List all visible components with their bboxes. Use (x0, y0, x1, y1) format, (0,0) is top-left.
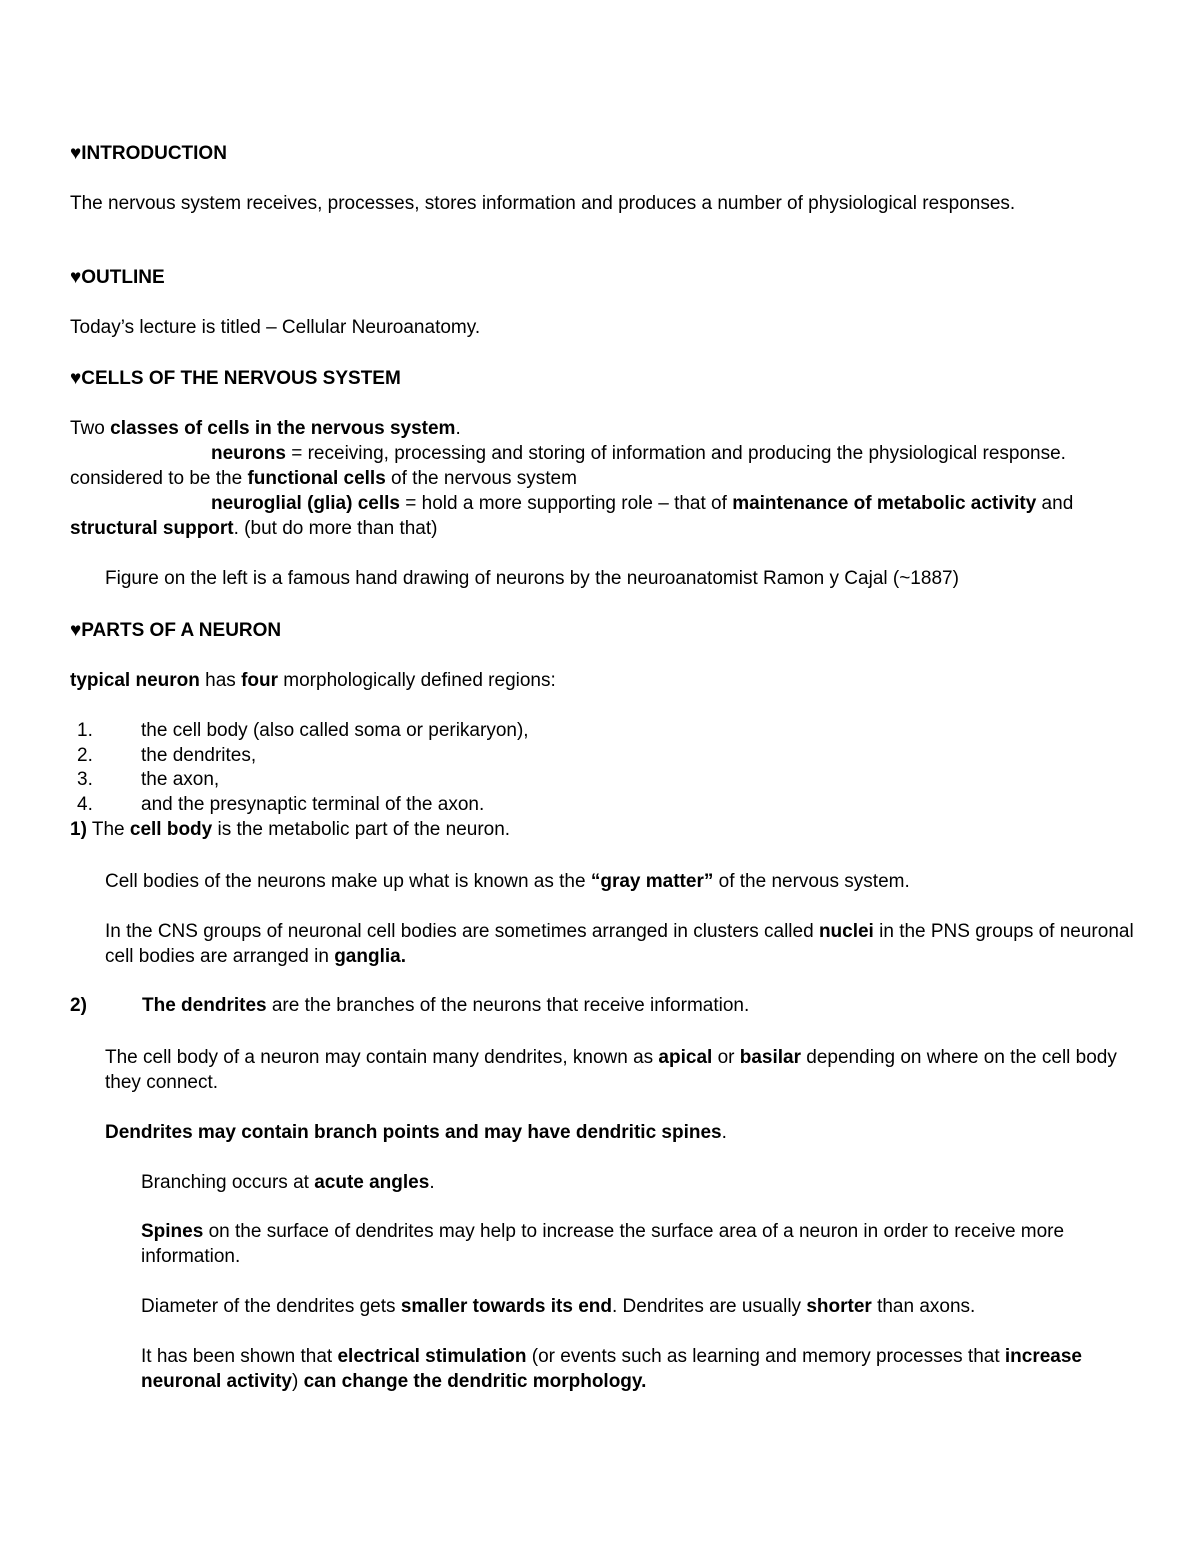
acute-angles-paragraph: Branching occurs at acute angles. (141, 1172, 435, 1193)
gray-matter-paragraph: Cell bodies of the neurons make up what is known as the “gray matter” of the nervous system. (105, 871, 910, 892)
list-item: 3. the axon, (77, 769, 220, 790)
neurons-term: neurons (211, 443, 286, 464)
heading-outline: ♥OUTLINE (70, 267, 165, 288)
figure-caption: Figure on the left is a famous hand drawing of neurons by the neuroanatomist Ramon y Cajal (~1887) (105, 568, 959, 589)
cells-paragraph: Two classes of cells in the nervous system. neurons = receiving, processing and storing of information and producing the physiological response. considered to be the functional cells of the nervous system neuroglial (glia) cells = hold a more supporting role – that of maintenance of metabolic activity and structural support. (but do more than that) (70, 418, 1074, 539)
branch-points-paragraph: Dendrites may contain branch points and may have dendritic spines. (105, 1122, 727, 1143)
parts-lead: typical neuron has four morphologically defined regions: (70, 670, 556, 691)
nuclei-paragraph: In the CNS groups of neuronal cell bodies are sometimes arranged in clusters called nuclei in the PNS groups of neuronal cell bodies are arranged in ganglia. (105, 921, 1134, 967)
cells-intro-term: classes of cells in the nervous system (110, 418, 456, 439)
cell-body-paragraph: 1) The cell body is the metabolic part of the neuron. (70, 819, 511, 840)
heading-introduction: ♥INTRODUCTION (70, 143, 227, 164)
cells-intro-text: Two (70, 418, 111, 439)
functional-cells-term: functional cells (247, 468, 386, 489)
apical-basilar-paragraph: The cell body of a neuron may contain many dendrites, known as apical or basilar depending on where on the cell body they connect. (105, 1047, 1117, 1093)
glia-term: neuroglial (glia) cells (211, 493, 400, 514)
list-item: 2. the dendrites, (77, 745, 257, 766)
introduction-text: The nervous system receives, processes, stores information and produces a number of physiological responses. (70, 193, 1016, 214)
spines-paragraph: Spines on the surface of dendrites may help to increase the surface area of a neuron in order to receive more information. (141, 1221, 1065, 1267)
list-item: 4. and the presynaptic terminal of the axon. (77, 794, 485, 815)
outline-text: Today’s lecture is titled – Cellular Neuroanatomy. (70, 317, 481, 338)
heading-parts: ♥PARTS OF A NEURON (70, 620, 282, 641)
heading-cells: ♥CELLS OF THE NERVOUS SYSTEM (70, 368, 401, 389)
diameter-paragraph: Diameter of the dendrites gets smaller towards its end. Dendrites are usually shorter than axons. (141, 1296, 976, 1317)
list-item: 1. the cell body (also called soma or perikaryon), (77, 720, 529, 741)
dendrites-paragraph: 2) The dendrites are the branches of the neurons that receive information. (70, 995, 750, 1016)
electrical-stimulation-paragraph: It has been shown that electrical stimulation (or events such as learning and memory processes that increase neuronal activity) can change the dendritic morphology. (141, 1346, 1083, 1392)
